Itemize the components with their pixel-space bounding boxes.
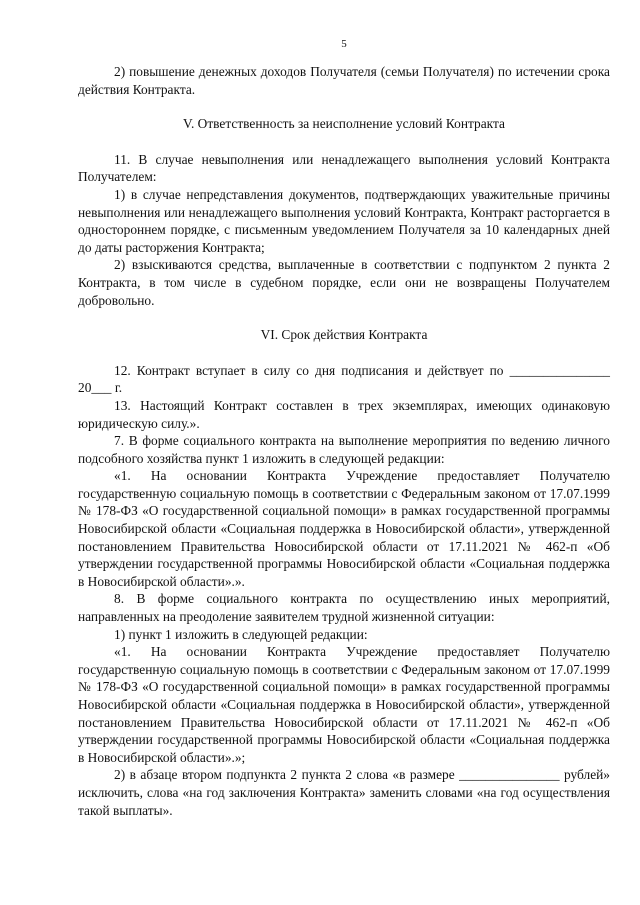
- paragraph: 2) взыскиваются средства, выплаченные в соответствии с подпунктом 2 пункта 2 Контракта, в том числе в судебном порядке, если они не возвращены Получателем добровольно.: [78, 257, 610, 308]
- paragraph: «1. На основании Контракта Учреждение предоставляет Получателю государственную социальную помощь в соответствии с Федеральным законом от 17.07.1999 № 178-ФЗ «О государственной социальной помощи» в рамках государственной программы Новосибирской области «Социальная поддержка в Новосибирской области», утвержденной постановлением Правительства Новосибирской области от 17.11.2021 № 462-п «Об утверждении государственной программы Новосибирской области «Социальная поддержка в Новосибирской области».».: [78, 468, 610, 589]
- paragraph: 2) в абзаце втором подпункта 2 пункта 2 слова «в размере _______________ рублей» исключить, слова «на год заключения Контракта» заменить словами «на год осуществления такой выплаты».: [78, 767, 610, 818]
- paragraph: 1) в случае непредставления документов, подтверждающих уважительные причины невыполнения или ненадлежащего выполнения условий Контракта, Контракт расторгается в одностороннем порядке, с письменным уведомлением Получателя за 10 календарных дней до даты расторжения Контракта;: [78, 186, 610, 255]
- paragraph: 1) пункт 1 изложить в следующей редакции:: [114, 626, 368, 642]
- paragraph: 12. Контракт вступает в силу со дня подписания и действует по _______________ 20___ г.: [78, 362, 610, 396]
- paragraph: 7. В форме социального контракта на выполнение мероприятия по ведению личного подсобного хозяйства пункт 1 изложить в следующей редакции:: [78, 433, 610, 466]
- paragraph: 2) повышение денежных доходов Получателя (семьи Получателя) по истечении срока действия Контракта.: [78, 64, 610, 97]
- paragraph: 13. Настоящий Контракт составлен в трех экземплярах, имеющих одинаковую юридическую силу.».: [78, 397, 610, 431]
- paragraph: 8. В форме социального контракта по осуществлению иных мероприятий, направленных на преодоление заявителем трудной жизненной ситуации:: [78, 591, 610, 625]
- paragraph: 11. В случае невыполнения или ненадлежащего выполнения условий Контракта Получателем:: [78, 151, 610, 185]
- section-6-title: VI. Срок действия Контракта: [260, 327, 428, 343]
- page-number: 5: [341, 38, 347, 50]
- section-5-title: V. Ответственность за неисполнение условий Контракта: [183, 116, 505, 132]
- paragraph: «1. На основании Контракта Учреждение предоставляет Получателю государственную социальную помощь в соответствии с Федеральным законом от 17.07.1999 № 178-ФЗ «О государственной социальной помощи» в рамках государственной программы Новосибирской области «Социальная поддержка в Новосибирской области», утвержденной постановлением Правительства Новосибирской области от 17.11.2021 № 462-п «Об утверждении государственной программы Новосибирской области «Социальная поддержка в Новосибирской области».»;: [78, 644, 610, 765]
